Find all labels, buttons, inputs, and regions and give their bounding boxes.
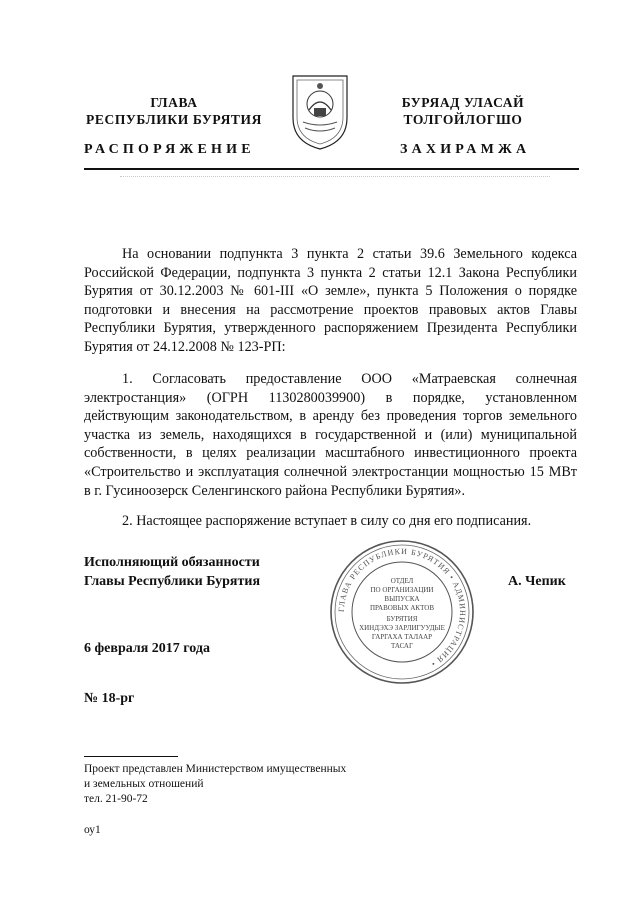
signatory-title-line2: Главы Республики Бурятия [84,574,261,589]
signatory-title [84,553,260,591]
footnote-phone: тел. 21-90-72 [84,793,148,805]
item-1-paragraph [84,370,577,500]
footnote-line2: и земельных отношений [84,778,204,790]
stamp-line6: ХИНДЭХЭ ЗАРЛИГУУДЫЕ [359,624,445,632]
footnote-line1: Проект представлен Министерством имущественных [84,763,347,775]
issuer-line1-bua: БУРЯАД УЛАСАЙ [401,95,525,110]
item-1-text: 1. Согласовать предоставление ООО «Матраевская солнечная электростанция» (ОГРН 1130280039900) в порядке, установленном действующим законодательством, в аренду без проведения торгов земельного участка из земель, находящихся в государственной и (или) муниципальной собственности, в целях реализации масштабного инвестиционного проекта «Строительство и эксплуатация солнечной электростанции мощностью 15 МВт в г. Гусиноозерск Селенгинского района Республики Бурятия». [84,371,577,499]
item-2-paragraph [84,512,577,531]
item-2-text: 2. Настоящее распоряжение вступает в силу со дня его подписания. [122,513,532,529]
stamp-ring-text: ГЛАВА РЕСПУБЛИКИ БУРЯТИЯ • АДМИНИСТРАЦИЯ • [336,546,468,669]
issuer-line2-ru: РЕСПУБЛИКИ БУРЯТИЯ [86,112,262,127]
document-code: оу1 [84,824,101,836]
stamp-line1: ОТДЕЛ [390,577,414,585]
doc-type-buryat: ЗАХИРАМЖА [400,142,531,157]
stamp-line5: БУРЯТИЯ [386,615,418,623]
document-number: № 18-рг [84,691,135,706]
header-divider [84,168,579,170]
preamble-text: На основании подпункта 3 пункта 2 статьи 39.6 Земельного кодекса Российской Федерации, подпункта 3 пункта 2 статьи 12.1 Закона Республики Бурятия от 30.12.2003 № 601-III «О земле», пункта 5 Положения о порядке подготовки и внесения на рассмотрение проектов правовых актов Главы Республики Бурятия, утвержденного распоряжением Президента Республики Бурятия от 24.12.2008 № 123-РП: [84,246,577,355]
official-stamp [327,537,477,687]
signatory-name: А. Чепик [508,574,566,589]
stamp-line7: ГАРГАХА ТАЛААР [371,633,433,641]
coat-of-arms-emblem [289,72,351,152]
signatory-title-line1: Исполняющий обязанности [84,555,260,570]
issuer-name-russian [84,94,264,128]
issuer-line2-bua: ТОЛГОЙЛОГШО [403,112,523,127]
document-date: 6 февраля 2017 года [84,641,210,656]
stamp-line3: ВЫПУСКА [384,595,420,603]
stamp-line8: ТАСАГ [390,642,414,650]
footnote [84,762,346,807]
stamp-line4: ПРАВОВЫХ АКТОВ [369,604,435,612]
stamp-line2: ПО ОРГАНИЗАЦИИ [370,586,434,594]
issuer-name-buryat [378,94,548,128]
footnote-divider [84,756,178,757]
preamble-paragraph [84,245,577,357]
doc-type-russian: РАСПОРЯЖЕНИЕ [84,142,255,157]
header-dotted-line [120,176,550,177]
issuer-line1-ru: ГЛАВА [150,95,198,110]
